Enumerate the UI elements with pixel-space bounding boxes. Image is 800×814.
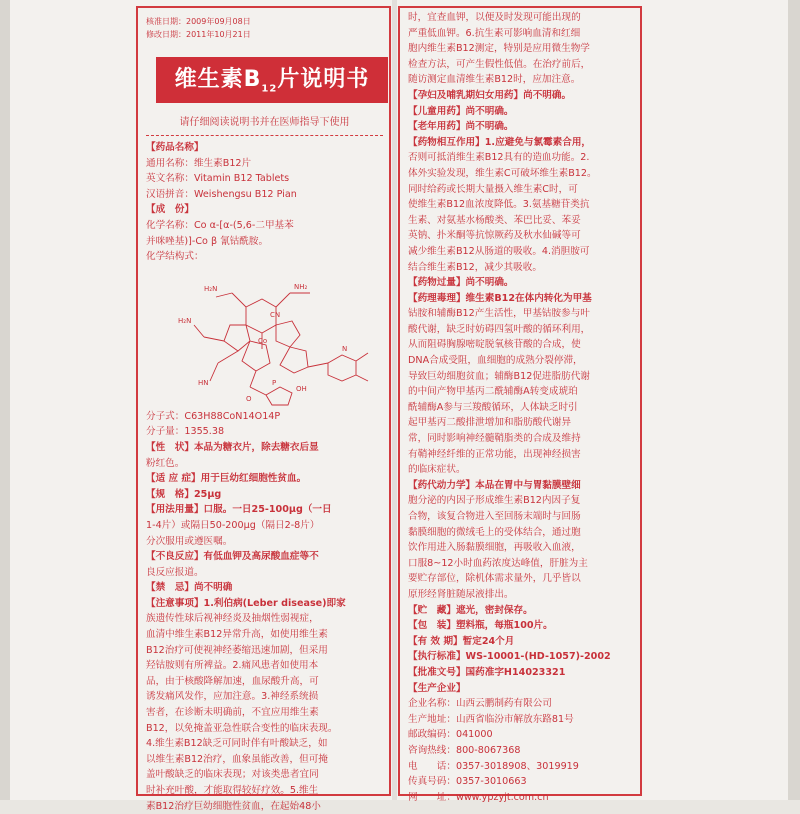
text-line: 以维生素B12治疗，血象虽能改善，但可掩 bbox=[146, 753, 328, 765]
text-line: 【药理毒理】维生素B12在体内转化为甲基 bbox=[408, 292, 592, 304]
title-main: 维生素B bbox=[174, 67, 262, 92]
text-line: 体外实验发现，维生素C可破坏维生素B12。 bbox=[408, 167, 597, 179]
text-line: 生素、对氨基水杨酸类、苯巴比妥、苯妥 bbox=[408, 214, 581, 226]
revision-dates bbox=[146, 8, 383, 41]
background-edge-right bbox=[788, 0, 800, 800]
background-edge-left bbox=[0, 0, 10, 800]
text-line: 导致巨幼细胞贫血；辅酶B12促进脂肪代谢 bbox=[408, 370, 590, 382]
text-line: 胞分泌的内因子形成维生素B12内因子复 bbox=[408, 495, 581, 507]
text-line: 害者，在诊断未明确前，不宜应用维生素 bbox=[146, 707, 319, 719]
right-column bbox=[398, 6, 642, 803]
text-line: 【批准文号】国药准字H14023321 bbox=[408, 666, 566, 678]
text-line: 起甲基丙二酸排泄增加和脂肪酸代谢异 bbox=[408, 417, 572, 429]
text-line: 【药品名称】 bbox=[146, 142, 204, 153]
text-line: 要贮存部位，除机体需求量外，几乎皆以 bbox=[408, 573, 581, 585]
text-line: B12，以免掩盖亚急性联合变性的临床表现。 bbox=[146, 722, 338, 734]
text-line: 的临床症状。 bbox=[408, 464, 466, 476]
title-subscript: 12 bbox=[261, 83, 278, 95]
text-line: 时，宜查血钾，以便及时发现可能出现的 bbox=[408, 12, 581, 23]
text-line: 【有 效 期】暂定24个月 bbox=[408, 635, 515, 647]
text-line: 【药物相互作用】1.应避免与氯霉素合用， bbox=[408, 136, 592, 148]
text-line: 时补充叶酸，才能取得较好疗效。5.维生 bbox=[146, 785, 319, 796]
text-line: 【包 装】塑料瓶，每瓶100片。 bbox=[408, 620, 553, 632]
approval-date: 核准日期：2009年09月08日 bbox=[146, 17, 251, 26]
text-line: 【生产企业】 bbox=[408, 682, 466, 694]
text-line: 1-4片）或隔日50-200μg（隔日2-8片） bbox=[146, 519, 320, 531]
text-line: 【用法用量】口服。一日25-100μg（一日 bbox=[146, 504, 332, 516]
text-line: B12治疗可使视神经萎缩迅速加剧，但采用 bbox=[146, 644, 328, 656]
text-line: 严重低血钾。6.抗生素可影响血清和红细 bbox=[408, 27, 581, 39]
text-line: 酰辅酶A参与三羧酸循环，人体缺乏时引 bbox=[408, 401, 578, 413]
text-line: 传真号码：0357-3010663 bbox=[408, 776, 527, 788]
right-column-content bbox=[408, 8, 634, 803]
text-line: 【成 份】 bbox=[146, 204, 194, 216]
text-line: 邮政编码：041000 bbox=[408, 729, 493, 741]
text-line: 分次服用或遵医嘱。 bbox=[146, 535, 233, 547]
text-line: 企业名称：山西云鹏制药有限公司 bbox=[408, 698, 552, 710]
left-column bbox=[136, 6, 391, 812]
text-line: 羟钴胺则有所裨益。2.痛风患者如使用本 bbox=[146, 660, 319, 672]
text-line: 分子量：1355.38 bbox=[146, 426, 225, 438]
text-line: 【禁 忌】尚不明确 bbox=[146, 582, 233, 594]
revision-date: 修改日期：2011年10月21日 bbox=[146, 30, 251, 39]
svg-text:CN: CN bbox=[270, 310, 281, 319]
text-line: 减少维生素B12从肠道的吸收。4.消胆胺可 bbox=[408, 245, 590, 257]
document-title bbox=[156, 57, 388, 103]
left-bottom-text bbox=[146, 409, 383, 814]
chemical-structure-drawing bbox=[146, 267, 378, 407]
text-line: 盖叶酸缺乏的临床表现；对该类患者宜同 bbox=[146, 769, 319, 781]
text-line: 酸代谢，缺乏时妨碍四氢叶酸的循环利用， bbox=[408, 323, 591, 335]
divider bbox=[146, 135, 383, 136]
text-line: 【性 状】本品为糖衣片，除去糖衣后显 bbox=[146, 441, 319, 453]
text-line: 粉红色。 bbox=[146, 457, 185, 469]
text-line: 【药物过量】尚不明确。 bbox=[408, 277, 514, 289]
svg-text:NH₂: NH₂ bbox=[294, 282, 308, 291]
text-line: 常，同时影响神经髓鞘脂类的合成及维持 bbox=[408, 433, 581, 445]
svg-text:HN: HN bbox=[198, 378, 209, 387]
text-line: 并咪唑基)]-Co β 氰钴酰胺。 bbox=[146, 235, 269, 247]
text-line: 良反应报道。 bbox=[146, 566, 204, 578]
svg-text:H₂N: H₂N bbox=[204, 284, 218, 293]
left-top-text bbox=[146, 140, 383, 265]
text-line: DNA合成受阻，血细胞的成熟分裂停滞， bbox=[408, 355, 583, 367]
text-line: 饮作用进入肠黏膜细胞，再吸收入血液， bbox=[408, 542, 581, 554]
svg-text:H₂N: H₂N bbox=[178, 316, 192, 325]
text-line: 【不良反应】有低血钾及高尿酸血症等不 bbox=[146, 551, 319, 563]
left-column-content bbox=[146, 8, 383, 812]
page-fold bbox=[392, 0, 397, 800]
title-rest: 片说明书 bbox=[277, 67, 370, 92]
text-line: 英文名称：Vitamin B12 Tablets bbox=[146, 173, 290, 185]
svg-text:OH: OH bbox=[296, 384, 307, 393]
text-line: 汉语拼音：Weishengsu B12 Pian bbox=[146, 188, 297, 200]
text-line: 咨询热线：800-8067368 bbox=[408, 744, 521, 756]
text-line: 生产地址：山西省临汾市解放东路81号 bbox=[408, 713, 574, 725]
text-line: 品，由于核酸降解加速，血尿酸升高，可 bbox=[146, 675, 319, 687]
usage-notice: 请仔细阅读说明书并在医师指导下使用 bbox=[179, 117, 350, 128]
text-line: 从而阻碍胸腺嘧啶脱氧核苷酸的合成，使 bbox=[408, 339, 581, 351]
text-line: 化学结构式： bbox=[146, 251, 204, 263]
text-line: 否则可抵消维生素B12具有的造血功能。2. bbox=[408, 152, 590, 164]
text-line: 【执行标准】WS-10001-(HD-1057)-2002 bbox=[408, 651, 611, 663]
text-line: 黏膜细胞的微绒毛上的受体结合，通过胞 bbox=[408, 526, 581, 538]
text-line: 检查方法，可产生假性低值。在治疗前后， bbox=[408, 58, 591, 70]
text-line: 素B12治疗巨幼细胞性贫血，在起始48小 bbox=[146, 800, 321, 812]
text-line: 网 址：www.ypzyjt.com.cn bbox=[408, 791, 549, 803]
text-line: 化学名称：Co α-[α-(5,6-二甲基苯 bbox=[146, 219, 294, 231]
text-line: 【适 应 症】用于巨幼红细胞性贫血。 bbox=[146, 473, 307, 485]
text-line: 【儿童用药】尚不明确。 bbox=[408, 105, 514, 117]
text-line: 电 话：0357-3018908、3019919 bbox=[408, 760, 579, 772]
text-line: 口服8~12小时血药浓度达峰值，肝脏为主 bbox=[408, 557, 588, 569]
text-line: 血清中维生素B12异常升高，如使用维生素 bbox=[146, 629, 328, 641]
text-line: 【注意事项】1.利伯病(Leber disease)即家 bbox=[146, 597, 346, 609]
text-line: 【贮 藏】遮光，密封保存。 bbox=[408, 604, 533, 616]
svg-text:P: P bbox=[272, 378, 277, 387]
svg-text:N: N bbox=[342, 344, 348, 353]
text-line: 【孕妇及哺乳期妇女用药】尚不明确。 bbox=[408, 89, 572, 101]
text-line: 诱发痛风发作，应加注意。3.神经系统损 bbox=[146, 691, 319, 703]
text-line: 【规 格】25μg bbox=[146, 488, 222, 500]
text-line: 分子式：C63H88CoN14O14P bbox=[146, 410, 281, 422]
text-line: 4.维生素B12缺乏可同时伴有叶酸缺乏，如 bbox=[146, 738, 328, 750]
text-line: 钴胺和辅酶B12产生活性，甲基钴胺参与叶 bbox=[408, 308, 590, 320]
svg-text:O: O bbox=[246, 394, 252, 403]
text-line: 随访测定血清维生素B12时，应加注意。 bbox=[408, 74, 581, 86]
text-line: 有鞘神经纤维的正常功能，出现神经损害 bbox=[408, 448, 581, 460]
text-line: 胞内维生素B12测定，特别是应用微生物学 bbox=[408, 43, 590, 55]
text-line: 合物，该复合物进入至回肠末端时与回肠 bbox=[408, 511, 581, 522]
text-line: 通用名称：维生素B12片 bbox=[146, 157, 252, 169]
chemical-structure-figure bbox=[146, 267, 378, 407]
text-line: 英钠、扑米酮等抗惊厥药及秋水仙碱等可 bbox=[408, 230, 581, 242]
text-line: 使维生素B12血浓度降低。3.氨基糖苷类抗 bbox=[408, 199, 590, 211]
text-line: 原形经肾脏随尿液排出。 bbox=[408, 588, 514, 600]
text-line: 族遗传性球后视神经炎及抽烟性弱视症， bbox=[146, 613, 319, 625]
text-line: 同时给药或长期大量摄入维生素C时，可 bbox=[408, 183, 578, 195]
right-text bbox=[408, 8, 634, 805]
text-line: 结合维生素B12，减少其吸收。 bbox=[408, 261, 542, 273]
svg-text:Co: Co bbox=[258, 336, 268, 345]
text-line: 【药代动力学】本品在胃中与胃黏膜壁细 bbox=[408, 479, 581, 491]
text-line: 【老年用药】尚不明确。 bbox=[408, 121, 514, 133]
text-line: 的中间产物甲基丙二酰辅酶A转变成琥珀 bbox=[408, 386, 578, 398]
